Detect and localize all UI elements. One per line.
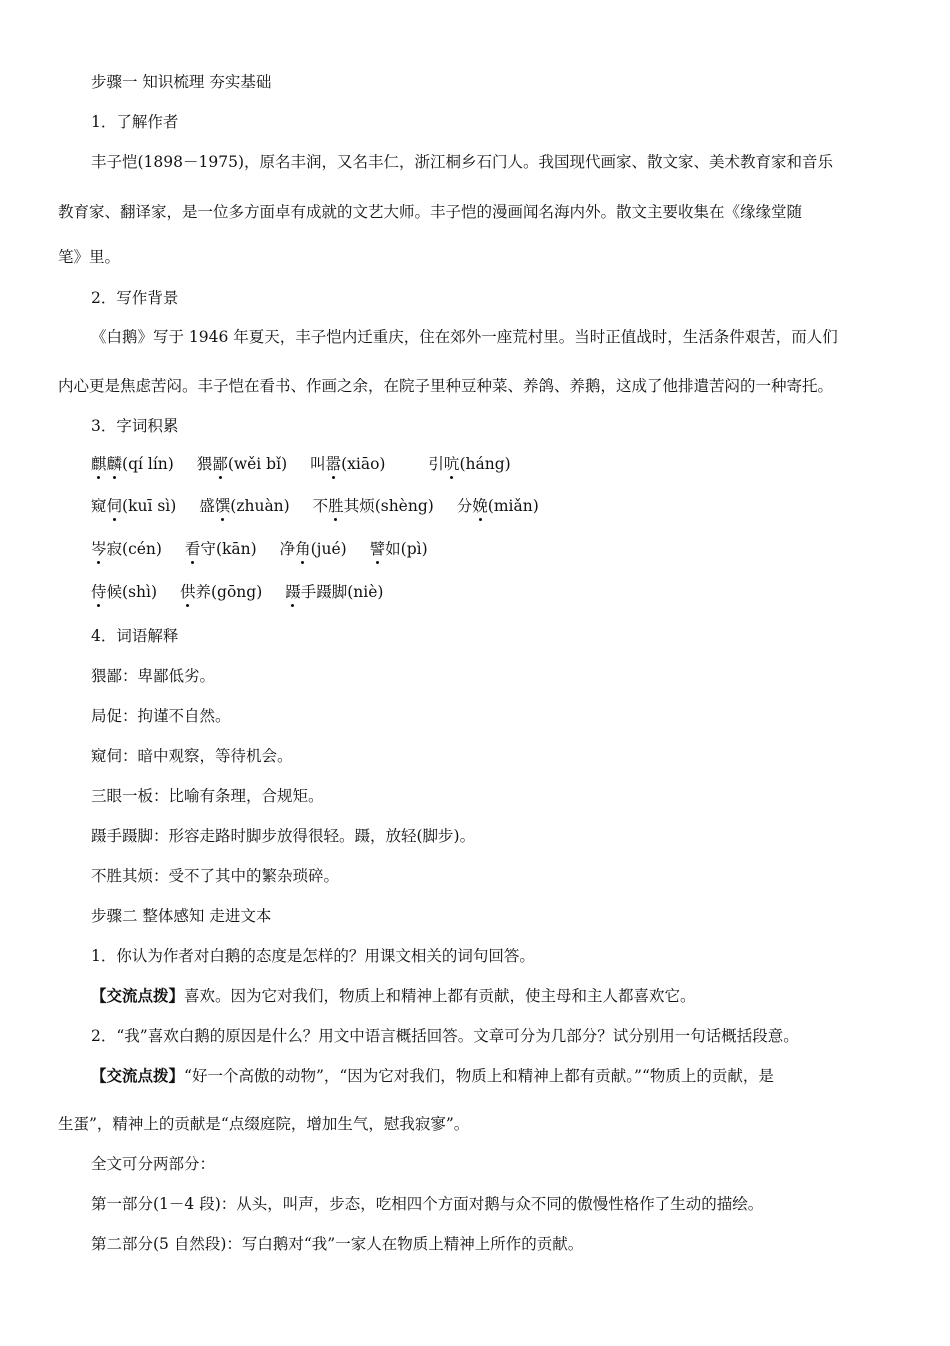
author-paragraph-line2: 教育家、翻译家，是一位多方面卓有成就的文艺大师。丰子恺的漫画闻名海内外。散文主要收集在《缘缘堂随 — [58, 203, 803, 221]
step2-title: 步骤二 整体感知 走进文本 — [91, 907, 272, 925]
question-1: 1．你认为作者对白鹅的态度是怎样的？用课文相关的词句回答。 — [91, 947, 535, 965]
vocab-item: 分娩(miǎn) — [456, 497, 539, 515]
vocab-item: 引吭(háng) — [428, 455, 511, 473]
answer-text: “好一个高傲的动物”，“因为它对我们，物质上和精神上都有贡献。”“物质上的贡献，是 — [184, 1067, 774, 1085]
answer-2-line1 — [91, 1066, 910, 1086]
vocab-item: 盛馔(zhuàn) — [199, 497, 290, 515]
vocab-item: 蹑手蹑脚(niè) — [285, 583, 384, 601]
vocab-item: 譬如(pì) — [369, 540, 428, 558]
background-paragraph-line1: 《白鹅》写于 1946 年夏天，丰子恺内迁重庆，住在郊外一座荒村里。当时正值战时，生活条件艰苦，而人们 — [91, 328, 838, 346]
answer-text: 喜欢。因为它对我们，物质上和精神上都有贡献，使主母和主人都喜欢它。 — [184, 987, 696, 1005]
background-paragraph-line2: 内心更是焦虑苦闷。丰子恺在看书、作画之余，在院子里种豆种菜、养鸽、养鹅，这成了他排遣苦闷的一种寄托。 — [58, 377, 834, 395]
answer-1 — [91, 986, 910, 1006]
vocab-item: 岑寂(cén) — [91, 540, 162, 558]
answer-tag: 【交流点拨】 — [91, 1066, 185, 1085]
vocab-row-2 — [91, 496, 910, 516]
vocab-row-4 — [91, 582, 910, 602]
vocab-row-1 — [91, 454, 910, 474]
definition-item: 局促：拘谨不自然。 — [91, 707, 231, 725]
answer-2-line5: 第二部分(5 自然段)：写白鹅对“我”一家人在物质上精神上所作的贡献。 — [91, 1235, 584, 1253]
definition-item: 窥伺：暗中观察，等待机会。 — [91, 747, 293, 765]
definition-item: 不胜其烦：受不了其中的繁杂琐碎。 — [91, 867, 340, 885]
vocab-item: 窥伺(kuī sì) — [91, 497, 177, 515]
vocab-item: 不胜其烦(shèng) — [312, 497, 434, 515]
vocab-item: 侍候(shì) — [91, 583, 158, 601]
vocab-row-3 — [91, 539, 910, 559]
vocab-item: 叫嚣(xiāo) — [310, 455, 386, 473]
vocab-item: 猥鄙(wěi bǐ) — [196, 455, 288, 473]
answer-2-line2: 生蛋”，精神上的贡献是“点缀庭院，增加生气，慰我寂寥”。 — [58, 1115, 470, 1133]
vocab-item: 供养(gōng) — [179, 583, 263, 601]
vocab-item: 看守(kān) — [184, 540, 257, 558]
section2-heading: 2．写作背景 — [91, 289, 179, 307]
answer-2-line3: 全文可分两部分： — [91, 1155, 216, 1173]
definition-item: 三眼一板：比喻有条理，合规矩。 — [91, 787, 324, 805]
vocab-item: 净角(jué) — [279, 540, 347, 558]
answer-tag: 【交流点拨】 — [91, 986, 185, 1005]
question-2: 2．“我”喜欢白鹅的原因是什么？用文中语言概括回答。文章可分为几部分？试分别用一句话概括段意。 — [91, 1027, 799, 1045]
definition-item: 猥鄙：卑鄙低劣。 — [91, 667, 216, 685]
author-paragraph-line1: 丰子恺(1898－1975)，原名丰润，又名丰仁，浙江桐乡石门人。我国现代画家、散文家、美术教育家和音乐 — [91, 153, 833, 171]
vocab-item: 麒麟(qí lín) — [91, 455, 174, 473]
step1-title: 步骤一 知识梳理 夯实基础 — [91, 73, 272, 91]
answer-2-line4: 第一部分(1－4 段)：从头，叫声，步态，吃相四个方面对鹅与众不同的傲慢性格作了生动的描绘。 — [91, 1195, 764, 1213]
section1-heading: 1．了解作者 — [91, 113, 179, 131]
author-paragraph-line3: 笔》里。 — [58, 248, 121, 266]
definition-item: 蹑手蹑脚：形容走路时脚步放得很轻。蹑，放轻(脚步)。 — [91, 827, 476, 845]
section4-heading: 4．词语解释 — [91, 627, 179, 645]
section3-heading: 3．字词积累 — [91, 417, 179, 435]
